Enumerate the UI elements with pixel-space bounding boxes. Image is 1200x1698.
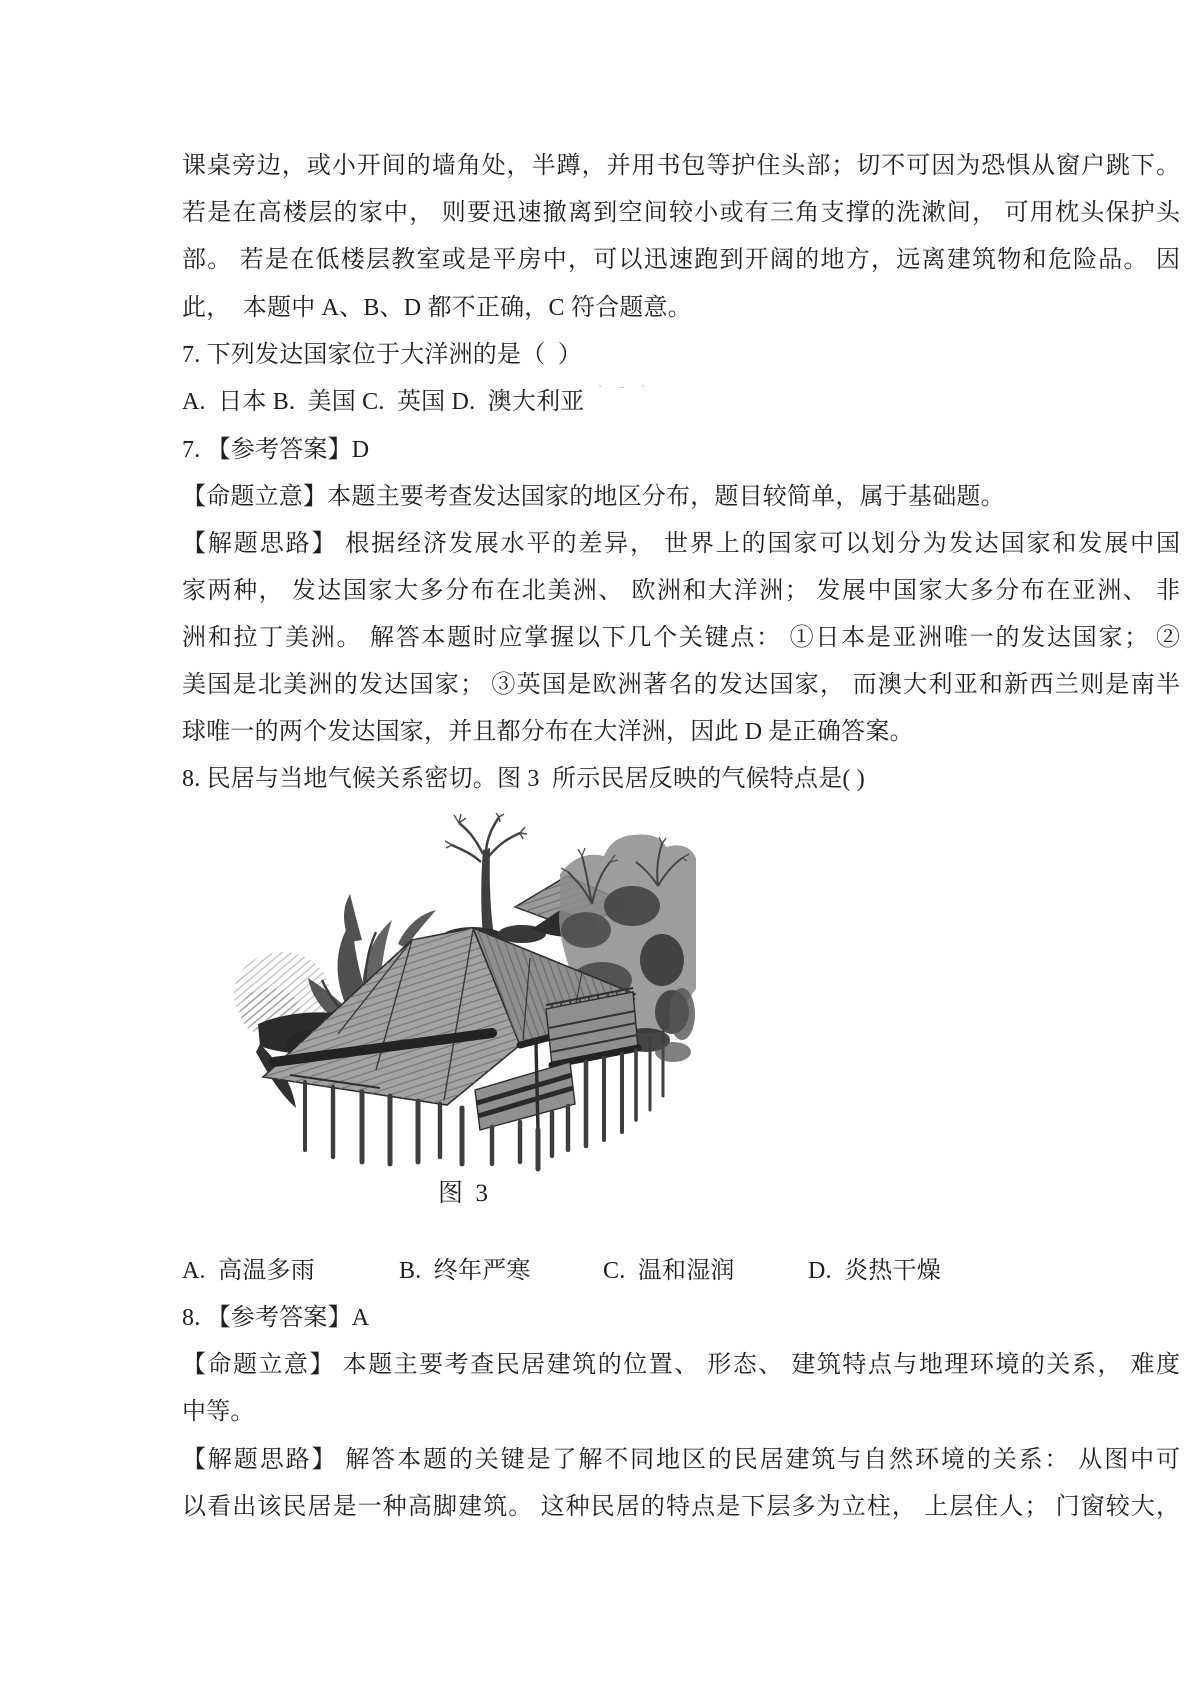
q8-question-line: 8. 民居与当地气候关系密切。图 3 所示民居反映的气候特点是( ): [182, 766, 865, 792]
q8-option-b: B. 终年严寒: [399, 1258, 531, 1284]
q8-answer-line: 8. 【参考答案】A: [182, 1305, 370, 1331]
q8-analysis-line-2: 以看出该民居是一种高脚建筑。 这种民居的特点是下层多为立柱， 上层住人； 门窗较大，: [182, 1494, 1180, 1520]
q7-analysis-line-3: 洲和拉丁美洲。 解答本题时应掌握以下几个关键点： ①日本是亚洲唯一的发达国家； ②: [182, 625, 1180, 651]
q8-option-a: A. 高温多雨: [182, 1258, 315, 1284]
q6-analysis-line-4: 此， 本题中 A、B、D 都不正确，C 符合题意。: [182, 295, 692, 321]
q7-analysis-line-5: 球唯一的两个发达国家，并且都分布在大洋洲，因此 D 是正确答案。: [182, 719, 914, 745]
figure-3-caption: 图 3: [437, 1180, 488, 1207]
q7-analysis-line-1: 【解题思路】 根据经济发展水平的差异， 世界上的国家可以划分为发达国家和发展中国: [182, 531, 1180, 557]
q8-analysis-line-1: 【解题思路】 解答本题的关键是了解不同地区的民居建筑与自然环境的关系： 从图中可: [182, 1447, 1180, 1473]
scan-noise-artifact: · – ·: [598, 380, 652, 395]
q7-analysis-line-4: 美国是北美洲的发达国家； ③英国是欧洲著名的发达国家， 而澳大利亚和新西兰则是南半: [182, 672, 1180, 698]
q8-intent-line-1: 【命题立意】 本题主要考查民居建筑的位置、 形态、 建筑特点与地理环境的关系， 难度: [182, 1352, 1180, 1378]
q7-analysis-line-2: 家两种， 发达国家大多分布在北美洲、 欧洲和大洋洲； 发展中国家大多分布在亚洲、 非: [182, 578, 1180, 604]
q8-intent-line-2: 中等。: [182, 1399, 255, 1425]
figure-3-stilt-house-illustration: [230, 812, 696, 1172]
q6-analysis-line-3: 部。 若是在低楼层教室或是平房中，可以迅速跑到开阔的地方，远离建筑物和危险品。 因: [182, 247, 1180, 273]
q8-option-c: C. 温和湿润: [603, 1258, 735, 1284]
q7-answer-line: 7. 【参考答案】D: [182, 437, 370, 463]
q8-option-d: D. 炎热干燥: [808, 1258, 941, 1284]
q6-analysis-line-1: 课桌旁边，或小开间的墙角处，半蹲，并用书包等护住头部；切不可因为恐惧从窗户跳下。: [182, 153, 1180, 179]
q7-options-line: A. 日本 B. 美国 C. 英国 D. 澳大利亚: [182, 389, 585, 415]
q7-question-line: 7. 下列发达国家位于大洋洲的是（ ）: [182, 342, 582, 368]
q6-analysis-line-2: 若是在高楼层的家中， 则要迅速撤离到空间较小或有三角支撑的洗漱间， 可用枕头保护头: [182, 200, 1180, 226]
q7-intent-line: 【命题立意】本题主要考查发达国家的地区分布，题目较简单，属于基础题。: [182, 484, 1005, 510]
